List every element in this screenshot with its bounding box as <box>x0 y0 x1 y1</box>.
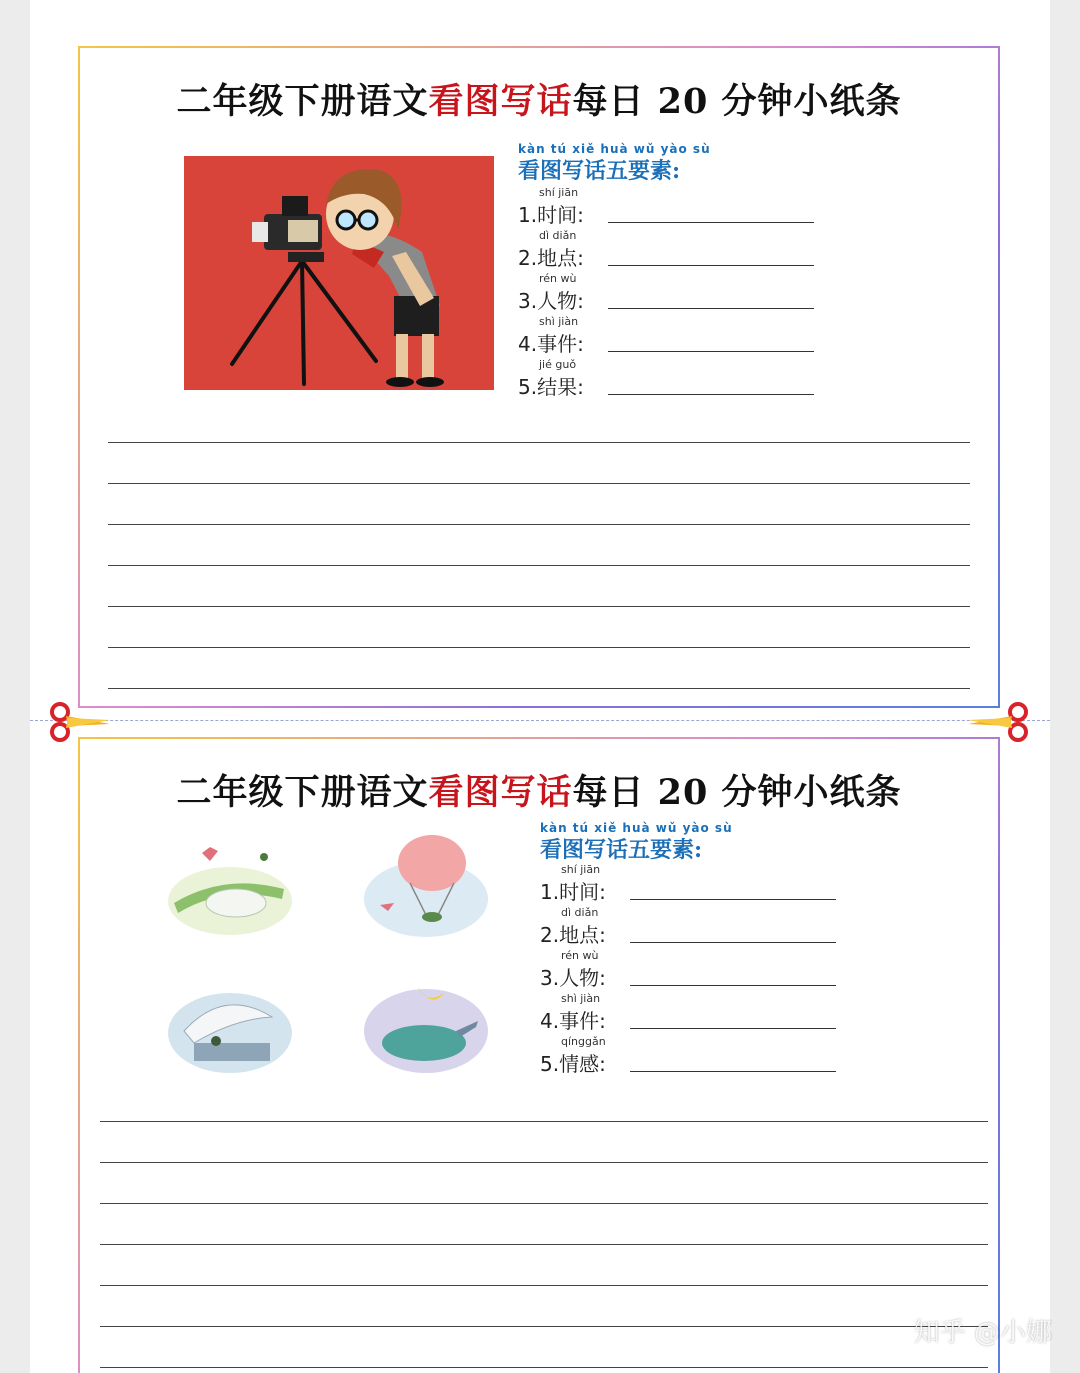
worksheet-card-2 <box>78 737 1000 1373</box>
element-label: 1.时间: <box>518 203 584 227</box>
cut-line <box>30 720 1050 721</box>
elements-heading: 看图写话五要素: <box>540 837 703 863</box>
writing-line[interactable] <box>108 442 970 443</box>
answer-blank[interactable] <box>608 265 814 266</box>
answer-blank[interactable] <box>630 1071 836 1072</box>
writing-line[interactable] <box>100 1121 988 1122</box>
writing-line[interactable] <box>108 688 970 689</box>
panel-2-illustration <box>360 829 492 945</box>
element-pinyin: shì jiàn <box>539 315 579 328</box>
photographer-illustration <box>184 156 494 390</box>
answer-blank[interactable] <box>630 942 836 943</box>
element-row-event <box>540 992 870 1036</box>
answer-blank[interactable] <box>630 1028 836 1029</box>
scissors-icon <box>966 702 1030 742</box>
answer-blank[interactable] <box>630 985 836 986</box>
scissors-icon <box>48 702 112 742</box>
element-pinyin: dì diǎn <box>561 906 599 919</box>
writing-line[interactable] <box>100 1326 988 1327</box>
watermark: 知乎 @小娜 <box>913 1318 1052 1348</box>
writing-line[interactable] <box>100 1244 988 1245</box>
element-label: 5.结果: <box>518 375 584 399</box>
writing-line[interactable] <box>108 647 970 648</box>
answer-blank[interactable] <box>608 394 814 395</box>
element-row-emotion <box>540 1035 870 1079</box>
writing-line[interactable] <box>108 483 970 484</box>
title-prefix: 二年级下册语文 <box>176 772 429 813</box>
answer-blank[interactable] <box>608 351 814 352</box>
worksheet-card-1 <box>78 46 1000 708</box>
element-label: 1.时间: <box>540 880 606 904</box>
panel-4-illustration <box>360 965 492 1083</box>
element-label: 2.地点: <box>518 246 584 270</box>
answer-blank[interactable] <box>608 222 814 223</box>
element-pinyin: rén wù <box>539 272 577 285</box>
writing-line[interactable] <box>108 524 970 525</box>
worksheet-title <box>80 74 998 124</box>
element-pinyin: shí jiān <box>539 186 579 199</box>
element-row-time <box>518 186 848 230</box>
title-highlight: 看图写话 <box>428 81 573 122</box>
title-prefix: 二年级下册语文 <box>176 81 429 122</box>
element-pinyin: rén wù <box>561 949 599 962</box>
elements-heading-pinyin: kàn tú xiě huà wǔ yào sù <box>518 142 711 156</box>
title-suffix: 每日 20 分钟小纸条 <box>572 772 902 813</box>
title-suffix: 每日 20 分钟小纸条 <box>572 81 902 122</box>
element-label: 4.事件: <box>540 1009 606 1033</box>
element-label: 3.人物: <box>518 289 584 313</box>
answer-blank[interactable] <box>630 899 836 900</box>
element-row-place <box>518 229 848 273</box>
element-pinyin: qínggǎn <box>561 1035 606 1048</box>
element-pinyin: jié guǒ <box>539 358 577 371</box>
writing-line[interactable] <box>100 1162 988 1163</box>
elements-heading-pinyin: kàn tú xiě huà wǔ yào sù <box>540 821 733 835</box>
panel-1-illustration <box>164 833 296 943</box>
writing-line[interactable] <box>100 1367 988 1368</box>
elements-heading: 看图写话五要素: <box>518 158 681 184</box>
writing-line[interactable] <box>100 1285 988 1286</box>
answer-blank[interactable] <box>608 308 814 309</box>
element-row-result <box>518 358 848 402</box>
element-label: 5.情感: <box>540 1052 606 1076</box>
element-pinyin: dì diǎn <box>539 229 577 242</box>
element-label: 4.事件: <box>518 332 584 356</box>
element-row-character <box>540 949 870 993</box>
writing-line[interactable] <box>108 565 970 566</box>
element-label: 3.人物: <box>540 966 606 990</box>
element-row-character <box>518 272 848 316</box>
element-row-event <box>518 315 848 359</box>
element-row-place <box>540 906 870 950</box>
panel-3-illustration <box>164 967 296 1083</box>
worksheet-title <box>80 765 998 815</box>
element-label: 2.地点: <box>540 923 606 947</box>
element-pinyin: shì jiàn <box>561 992 601 1005</box>
element-pinyin: shí jiān <box>561 863 601 876</box>
writing-line[interactable] <box>100 1203 988 1204</box>
element-row-time <box>540 863 870 907</box>
writing-line[interactable] <box>108 606 970 607</box>
title-highlight: 看图写话 <box>428 772 573 813</box>
